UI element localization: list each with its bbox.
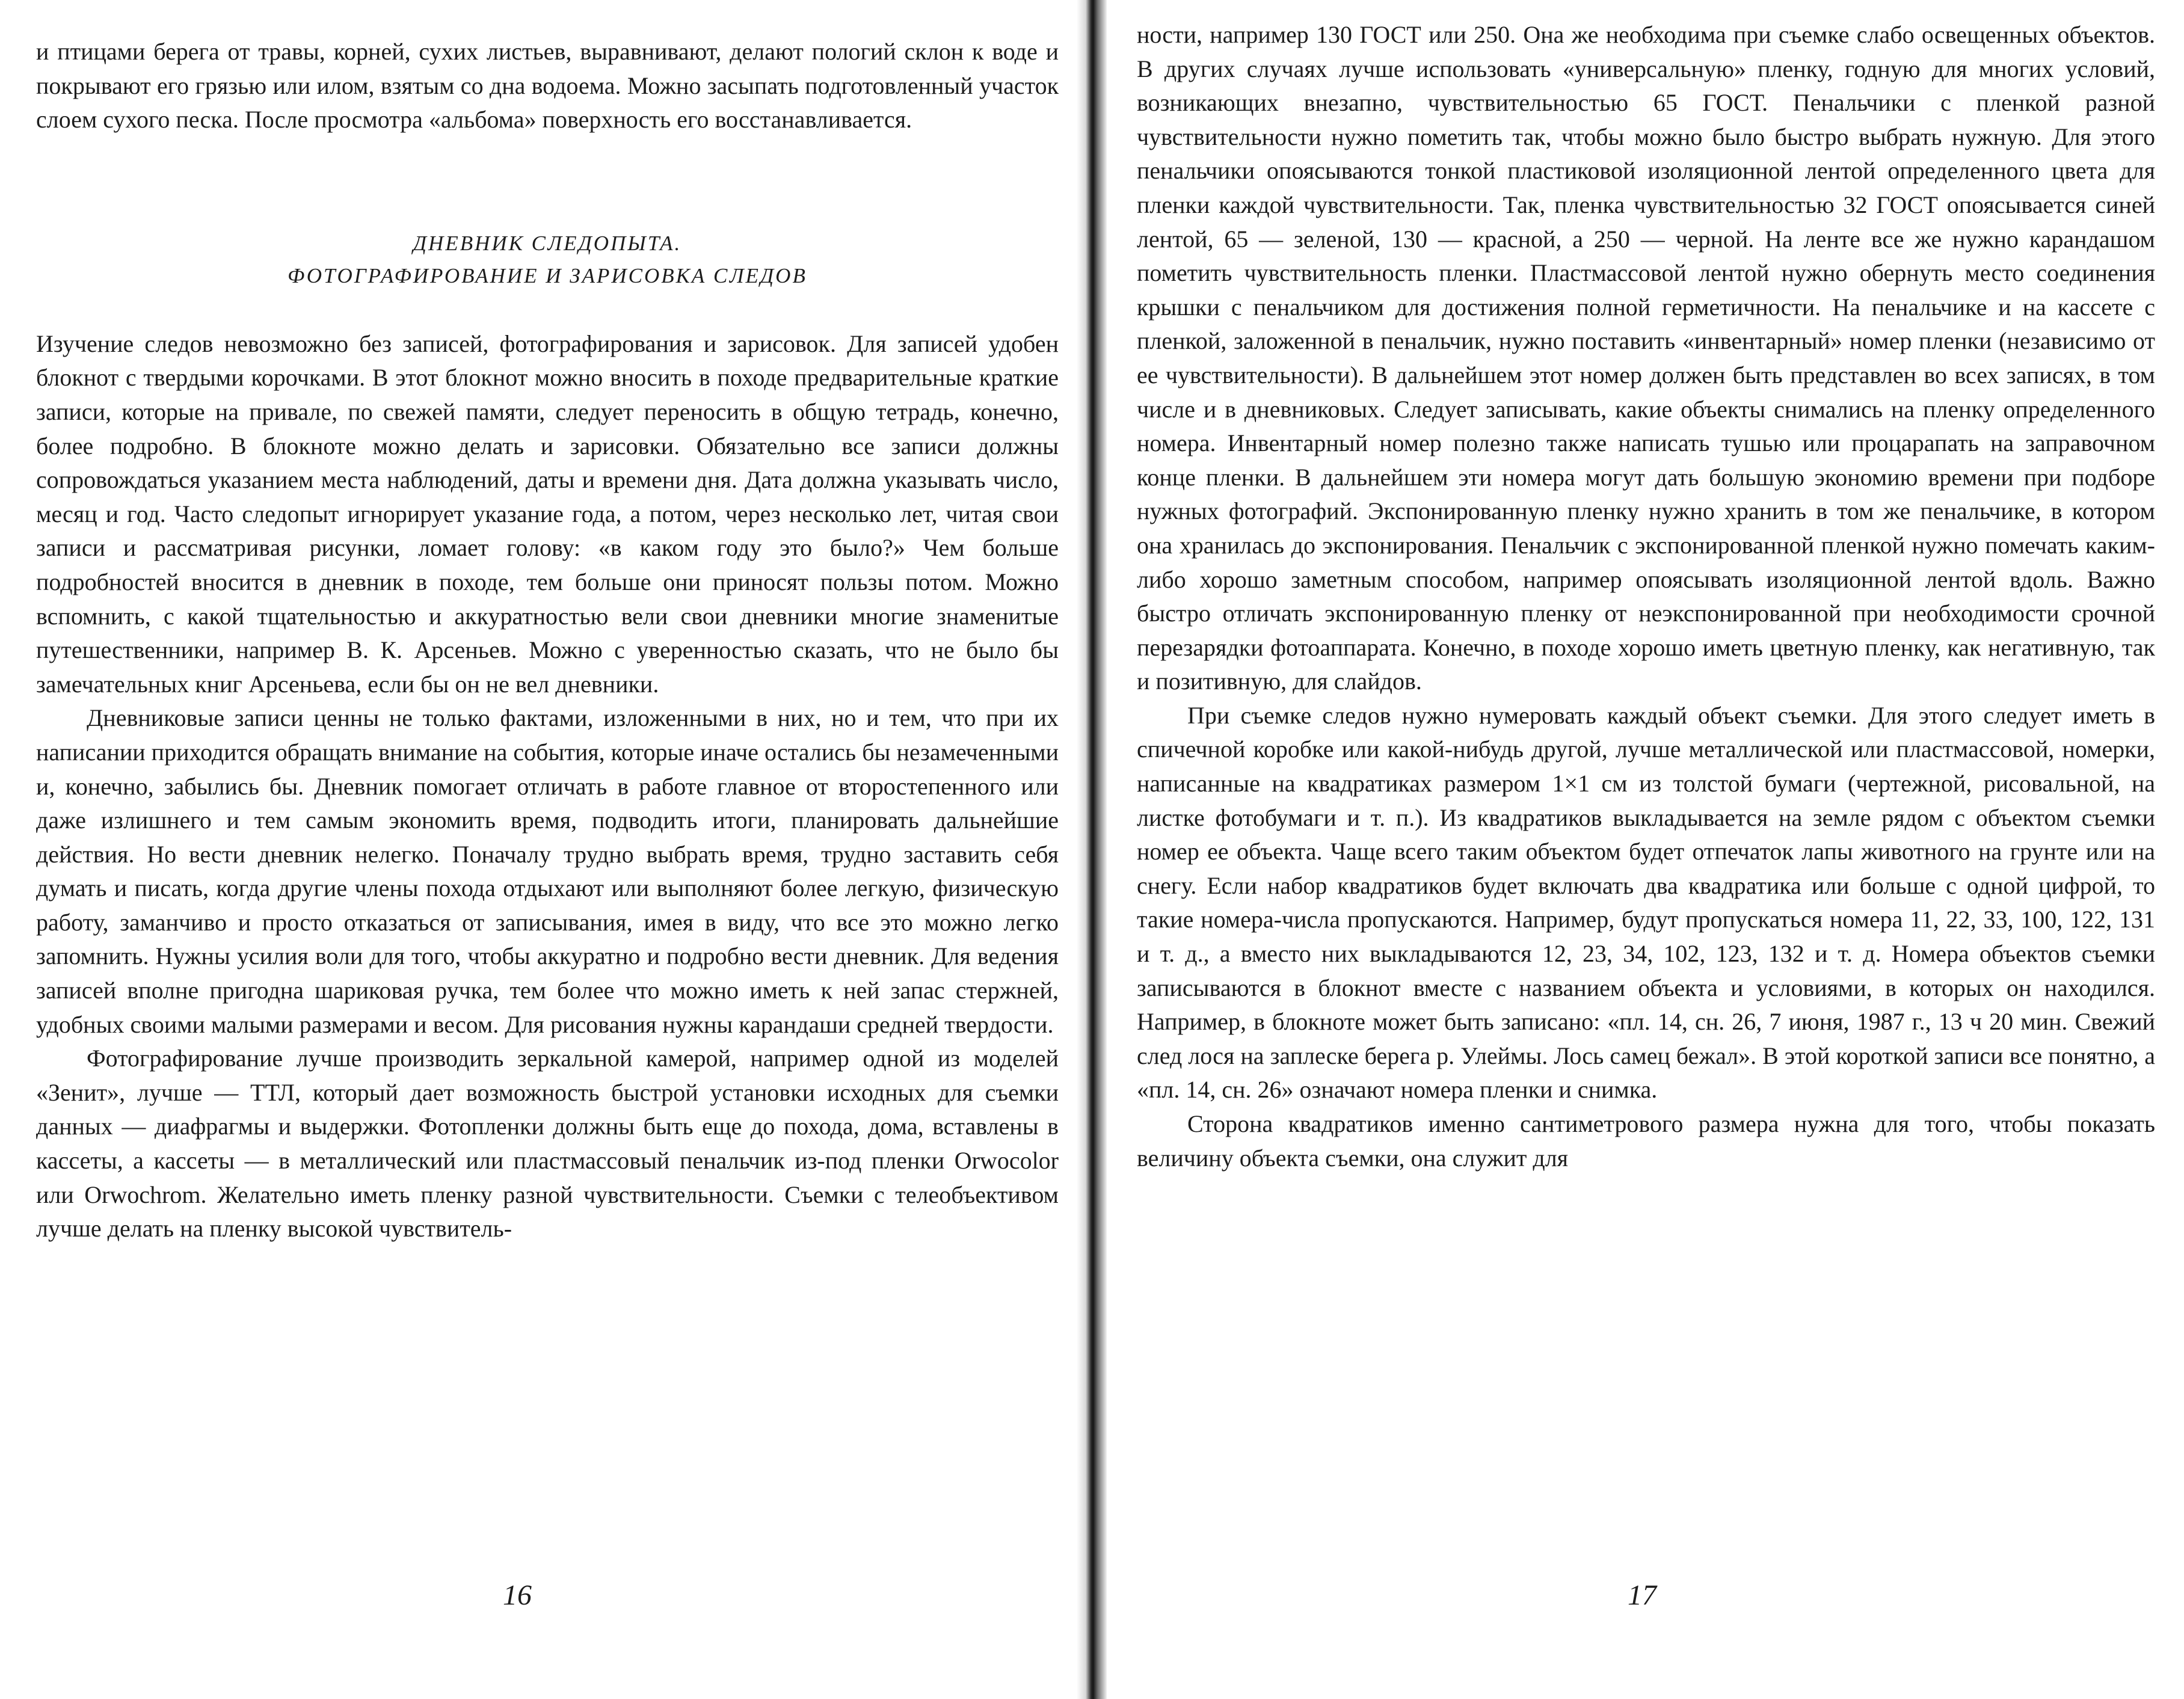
page-number-right: 17 (1628, 1579, 1656, 1611)
paragraph: Фотографирование лучше производить зеркальной камерой, например одной из моделей «Зенит», лучше — ТТЛ, который дает возможность быстрой установки исходных для съемки данных — диафрагмы и выдержки. Фотопленки должны быть еще до похода, дома, вставлены в кассеты, а кассеты — в металлический или пластмассовый пенальчик из-под пленки Orwocolor или Orwochrom. Желательно иметь пленку разной чувствительности. Съемки с телеобъективом лучше делать на пленку высокой чувствитель- (36, 1045, 1059, 1243)
section-heading-line-2: ФОТОГРАФИРОВАНИЕ И ЗАРИСОВКА СЛЕДОВ (288, 263, 807, 287)
paragraph: Дневниковые записи ценны не только фактами, изложенными в них, но и тем, что при их написании приходится обращать внимание на события, которые иначе остались бы незамеченными и, конечно, забылись бы. Дневник помогает отличать в работе главное от второстепенного или даже излишнего и тем самым экономить время, подводить итоги, планировать дальнейшие действия. Но вести дневник нелегко. Поначалу трудно выбрать время, трудно заставить себя думать и писать, когда другие члены похода отдыхают или выполняют более легкую, физическую работу, заманчиво и просто отказаться от записывания, имея в виду, что все это можно легко запомнить. Нужны усилия воли для того, чтобы аккуратно и подробно вести дневник. Для ведения записей вполне пригодна шариковая ручка, тем более что можно иметь к ней запас стержней, удобных своими малыми размерами и весом. Для рисования нужны карандаши средней твердости. (36, 704, 1059, 1038)
section-heading (36, 227, 1059, 292)
paragraph: ности, например 130 ГОСТ или 250. Она же необходима при съемке слабо освещенных объектов. В других случаях лучше использовать «универсальную» пленку, годную для многих условий, возникающих внезапно, чувствительностью 65 ГОСТ. Пенальчики с пленкой разной чувствительности нужно пометить так, чтобы можно было быстро выбрать нужную. Для этого пенальчики опоясываются тонкой пластиковой изоляционной лентой определенного цвета для пленки каждой чувствительности. Так, пленка чувствительностью 32 ГОСТ опоясывается синей лентой, 65 — зеленой, 130 — красной, а 250 — черной. На ленте все же нужно карандашом пометить чувствительность пленки. Пластмассовой лентой нужно обернуть место соединения крышки с пенальчиком для достижения полной герметичности. На пенальчике и на кассете с пленкой, заложенной в пенальчик, нужно поставить «инвентарный» номер пленки (независимо от ее чувствительности). В дальнейшем этот номер должен быть представлен во всех записях, в том числе и в дневниковых. Следует записывать, какие объекты снимались на пленку определенного номера. Инвентарный номер полезно также написать тушью или процарапать на заправочном конце пленки. В дальнейшем эти номера могут дать большую экономию времени при подборе нужных фотографий. Экспонированную пленку нужно хранить в том же пенальчике, в котором она хранилась до экспонирования. Пенальчик с экспонированной пленкой нужно помечать каким-либо хорошо заметным способом, например опоясывать изоляционной лентой вдоль. Важно быстро отличать экспонированную пленку от неэкспонированной при необходимости срочной перезарядки фотоаппарата. Конечно, в походе хорошо иметь цветную пленку, как негативную, так и позитивную, для слайдов. (1137, 21, 2155, 695)
right-page (1107, 0, 2184, 1699)
right-page-text (1137, 18, 2155, 1175)
paragraph: Изучение следов невозможно без записей, фотографирования и зарисовок. Для записей удобен блокнот с твердыми корочками. В этот блокнот можно вносить в походе предварительные краткие записи, которые на привале, по свежей памяти, следует переносить в общую тетрадь, конечно, более подробно. В блокноте можно делать и зарисовки. Обязательно все записи должны сопровождаться указанием места наблюдений, даты и времени дня. Дата должна указывать число, месяц и год. Часто следопыт игнорирует указание года, а потом, через несколько лет, читая свои записи и рассматривая рисунки, ломает голову: «в каком году это было?» Чем больше подробностей вносится в дневник в походе, тем больше они приносят пользы потом. Можно вспомнить, с какой тщательностью и аккуратностью вели свои дневники многие знаменитые путешественники, например В. К. Арсеньев. Можно с уверенностью сказать, что не было бы замечательных книг Арсеньева, если бы он не вел дневники. (36, 330, 1059, 698)
section-heading-line-1: ДНЕВНИК СЛЕДОПЫТА. (413, 231, 682, 255)
paragraph: При съемке следов нужно нумеровать каждый объект съемки. Для этого следует иметь в спичечной коробке или какой-нибудь другой, лучше металлической или пластмассовой, номерки, написанные на квадратиках размером 1×1 см из толстой бумаги (чертежной, рисовальной, на листке фотобумаги и т. п.). Из квадратиков выкладывается на земле рядом с объектом съемки номер ее объекта. Чаще всего таким объектом будет отпечаток лапы животного на грунте или на снегу. Если набор квадратиков будет включать два квадратика или больше с одной цифрой, то такие номера-числа пропускаются. Например, будут пропускаться номера 11, 22, 33, 100, 122, 131 и т. д., а вместо них выкладываются 12, 23, 34, 102, 123, 132 и т. д. Номера объектов съемки записываются в блокнот вместе с названием объекта и условиями, в которых он находился. Например, в блокноте может быть записано: «пл. 14, сн. 26, 7 июня, 1987 г., 13 ч 20 мин. Свежий след лося на заплеске берега р. Улеймы. Лось самец бежал». В этой короткой записи все понятно, а «пл. 14, сн. 26» означают номера пленки и снимка. (1137, 701, 2156, 1104)
intro-paragraph: и птицами берега от травы, корней, сухих листьев, выравнивают, делают пологий склон к воде и покрывают его грязью или илом, взятым со дна водоема. Можно засыпать подготовленный участок слоем сухого песка. После просмотра «альбома» поверхность его восстанавливается. (36, 38, 1059, 134)
left-page (0, 0, 1077, 1699)
page-number-left: 16 (503, 1579, 532, 1611)
paragraph: Сторона квадратиков именно сантиметрового размера нужна для того, чтобы показать величину объекта съемки, она служит для (1137, 1110, 2155, 1172)
book-gutter (1077, 0, 1107, 1699)
left-page-text (36, 35, 1059, 1246)
